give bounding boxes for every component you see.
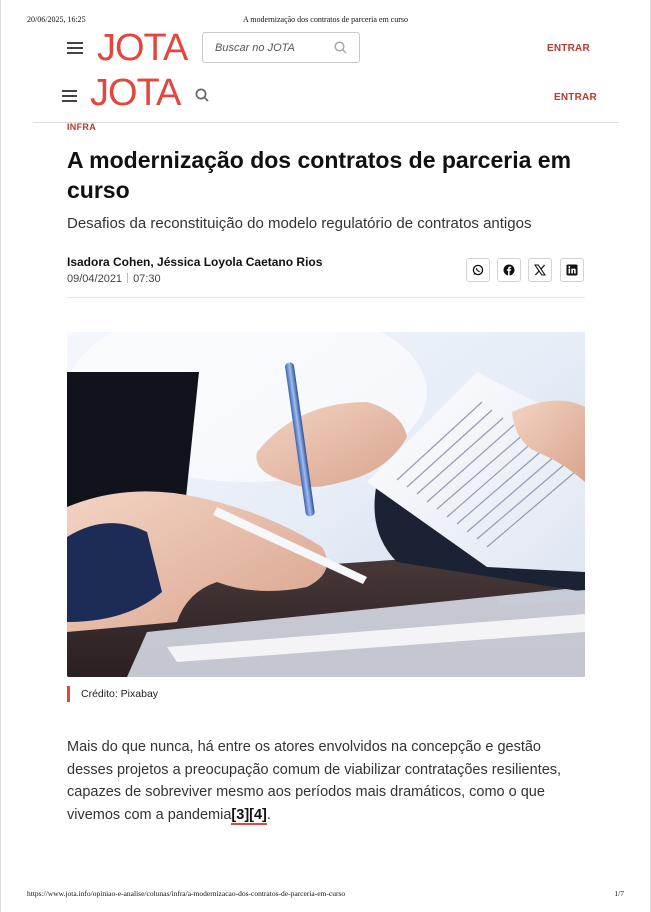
search-icon[interactable] bbox=[195, 88, 209, 102]
paragraph-end: . bbox=[266, 806, 271, 823]
search-icon[interactable] bbox=[334, 41, 347, 54]
header-divider bbox=[33, 122, 619, 123]
x-icon bbox=[534, 264, 546, 276]
linkedin-icon bbox=[566, 264, 578, 276]
article-dateline bbox=[67, 273, 161, 285]
page-edge-left bbox=[0, 0, 1, 912]
footnote-ref-3[interactable]: [3] bbox=[231, 806, 250, 823]
article-photo-illustration bbox=[67, 332, 585, 677]
whatsapp-icon bbox=[472, 264, 484, 276]
login-button[interactable]: ENTRAR bbox=[554, 92, 597, 103]
footnote-ref-4[interactable]: [4] bbox=[249, 806, 267, 823]
facebook-icon bbox=[503, 264, 515, 276]
search-placeholder: Buscar no JOTA bbox=[215, 42, 295, 54]
image-credit: Crédito: Pixabay bbox=[67, 686, 158, 702]
menu-icon[interactable] bbox=[67, 42, 83, 54]
site-header-sticky bbox=[62, 72, 597, 118]
jota-logo[interactable]: JOTA bbox=[90, 72, 181, 114]
login-button[interactable]: ENTRAR bbox=[547, 43, 590, 54]
menu-icon[interactable] bbox=[62, 90, 77, 102]
print-title: A modernização dos contratos de parceria em curso bbox=[242, 15, 409, 24]
section-kicker[interactable]: INFRA bbox=[67, 122, 96, 132]
share-x-button[interactable] bbox=[528, 258, 552, 282]
print-page-number: 1/7 bbox=[614, 889, 624, 898]
article-subtitle: Desafios da reconstituição do modelo regulatório de contratos antigos bbox=[67, 215, 532, 232]
search-input[interactable] bbox=[202, 32, 360, 63]
article-photo bbox=[67, 332, 585, 677]
share-whatsapp-button[interactable] bbox=[466, 258, 490, 282]
site-header-primary bbox=[67, 27, 590, 69]
meta-divider bbox=[67, 297, 585, 298]
publish-time: 07:30 bbox=[133, 273, 161, 285]
print-url: https://www.jota.info/opiniao-e-analise/colunas/infra/a-modernizacao-dos-contratos-de-parceria-em-curso bbox=[27, 889, 346, 898]
jota-logo[interactable]: JOTA bbox=[97, 27, 188, 69]
share-linkedin-button[interactable] bbox=[560, 258, 584, 282]
article-title: A modernização dos contratos de parceria em curso bbox=[67, 147, 572, 203]
publish-date: 09/04/2021 bbox=[67, 273, 123, 285]
print-date: 20/06/2025, 16:25 bbox=[27, 15, 86, 24]
share-facebook-button[interactable] bbox=[497, 258, 521, 282]
paragraph-text: Mais do que nunca, há entre os atores envolvidos na concepção e gestão desses projetos a preocupação comum de viabilizar contratações resilientes, capazes de sobreviver mesmo aos períodos mais dramáticos, como o que vivemos com a pandemia bbox=[67, 739, 562, 823]
article-authors[interactable]: Isadora Cohen, Jéssica Loyola Caetano Rios bbox=[67, 255, 323, 269]
article-paragraph bbox=[67, 736, 587, 826]
